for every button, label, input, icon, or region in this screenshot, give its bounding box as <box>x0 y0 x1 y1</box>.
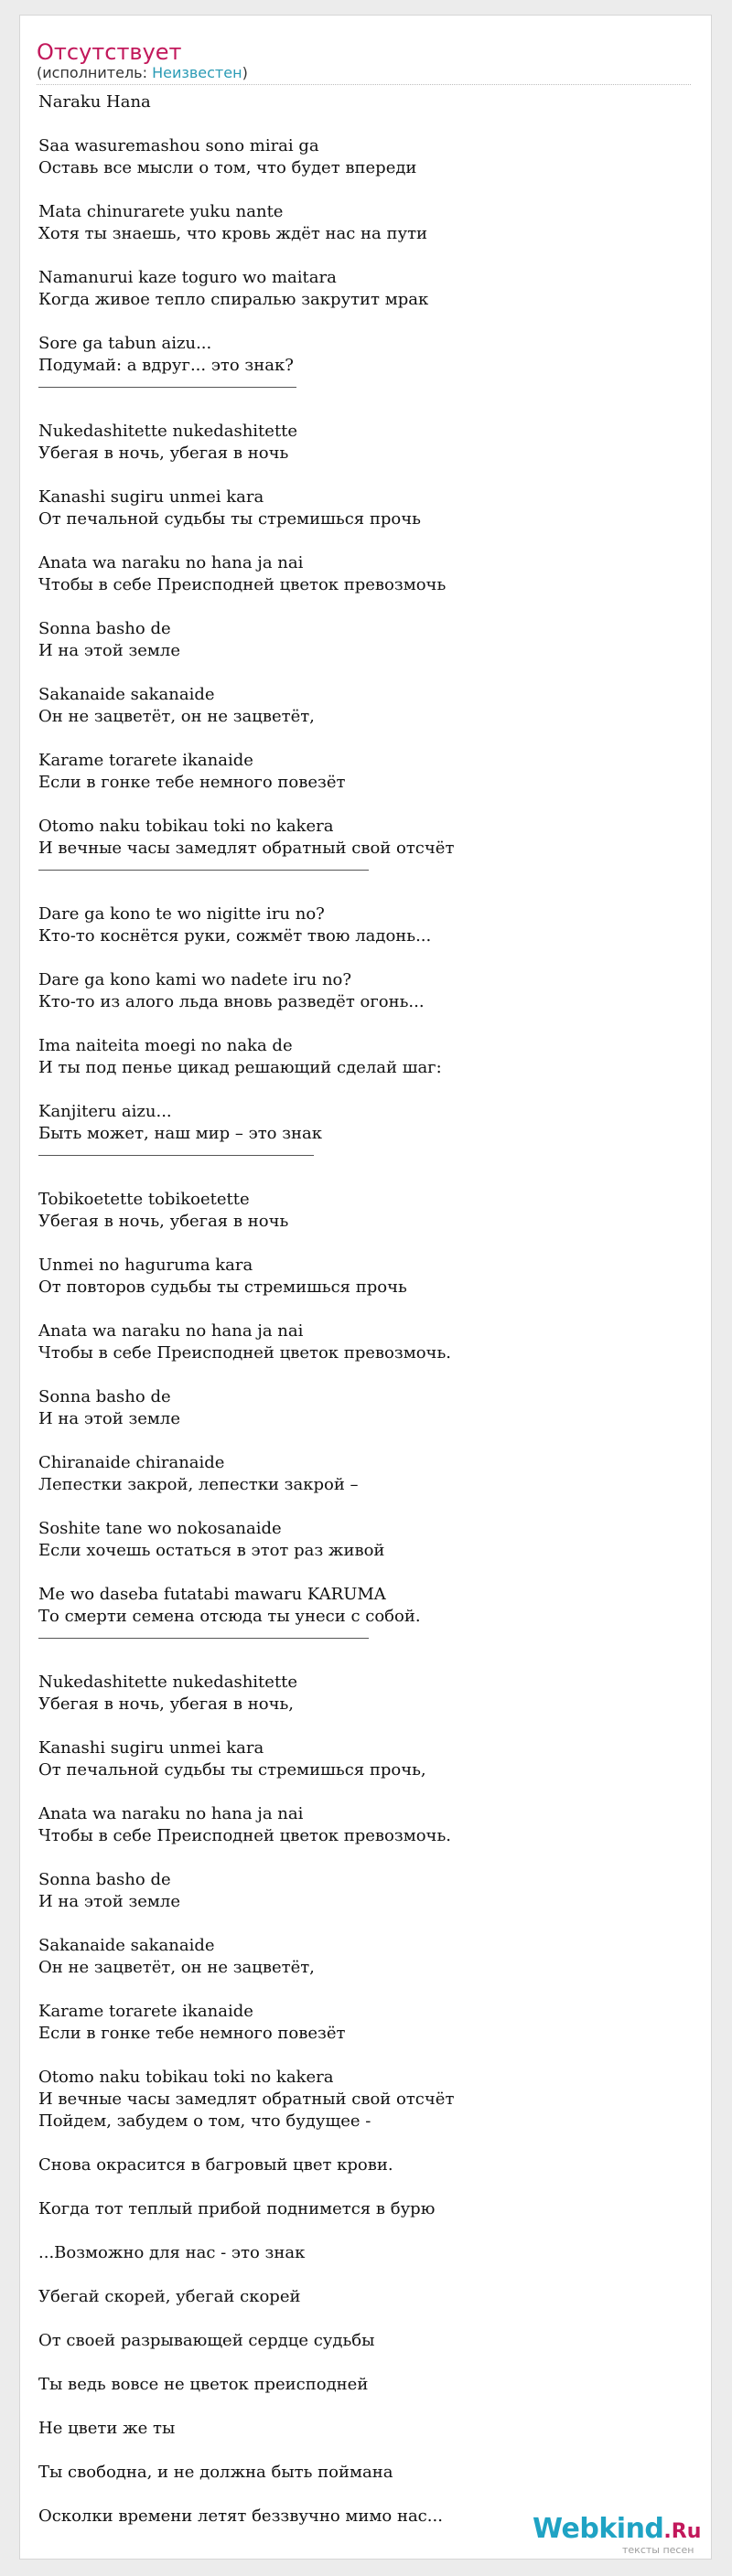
blank-line <box>38 1781 688 1803</box>
blank-line <box>38 1650 688 1672</box>
lyric-line: И вечные часы замедлят обратный свой отсчёт <box>38 2090 455 2109</box>
blank-line <box>38 1913 688 1935</box>
lyric-line: И на этой земле <box>38 641 181 660</box>
artist-suffix: ) <box>242 64 248 81</box>
lyric-line: Sakanaide sakanaide <box>38 685 215 704</box>
lyric-line: Otomo naku tobikau toki no kakera <box>38 817 334 836</box>
lyrics-body <box>38 91 688 2528</box>
lyric-line: То смерти семена отсюда ты унеси с собой. <box>38 1607 421 1626</box>
lyric-line: От печальной судьбы ты стремишься прочь, <box>38 1760 426 1780</box>
brand-logo-tld: .Ru <box>663 2520 702 2543</box>
divider-line <box>38 1638 369 1639</box>
lyric-line: И на этой земле <box>38 1409 181 1428</box>
blank-line <box>38 2045 688 2067</box>
blank-line <box>38 1013 688 1035</box>
lyric-line: И вечные часы замедлят обратный свой отсчёт <box>38 839 455 858</box>
lyric-line: Если хочешь остаться в этот раз живой <box>38 1541 385 1560</box>
lyric-line: Ты ведь вовсе не цветок преисподней <box>38 2375 369 2394</box>
lyric-line: Kanashi sugiru unmei kara <box>38 487 264 507</box>
blank-line <box>38 1233 688 1255</box>
lyric-line: Убегай скорей, убегай скорей <box>38 2287 301 2306</box>
lyric-line: Karame torarete ikanaide <box>38 2002 253 2021</box>
blank-line <box>38 530 688 552</box>
blank-line <box>38 596 688 618</box>
lyric-line: Подумай: а вдруг... это знак? <box>38 356 294 375</box>
blank-line <box>38 1364 688 1386</box>
blank-line <box>38 245 688 267</box>
lyric-line: Убегая в ночь, убегая в ночь, <box>38 1694 294 1714</box>
blank-line <box>38 179 688 201</box>
lyric-line: Anata wa naraku no hana ja nai <box>38 1321 304 1341</box>
lyric-line: Он не зацветёт, он не зацветёт, <box>38 707 315 726</box>
lyric-line: Лепестки закрой, лепестки закрой – <box>38 1475 359 1494</box>
blank-line <box>38 399 688 421</box>
lyric-line: Nukedashitette nukedashitette <box>38 1673 298 1692</box>
blank-line <box>38 113 688 135</box>
blank-line <box>38 1562 688 1584</box>
lyric-line: Если в гонке тебе немного повезёт <box>38 773 346 792</box>
blank-line <box>38 1430 688 1452</box>
lyric-line: Хотя ты знаешь, что кровь ждёт нас на пути <box>38 224 428 243</box>
section-divider <box>38 1628 688 1650</box>
lyric-line: Не цвети же ты <box>38 2419 176 2438</box>
blank-line <box>38 728 688 750</box>
divider-line <box>38 387 296 388</box>
section-divider <box>38 860 688 882</box>
blank-line <box>38 794 688 816</box>
brand-logo-text: Webkind <box>533 2513 664 2545</box>
lyric-line: Когда тот теплый прибой поднимется в бурю <box>38 2199 436 2218</box>
lyric-line: Осколки времени летят беззвучно мимо нас... <box>38 2507 443 2526</box>
blank-line <box>38 2132 688 2154</box>
lyric-line: Он не зацветёт, он не зацветёт, <box>38 1958 315 1977</box>
lyric-line: ...Возможно для нас - это знак <box>38 2243 306 2262</box>
lyric-line: Убегая в ночь, убегая в ночь <box>38 1212 289 1231</box>
artist-link[interactable]: Неизвестен <box>152 64 242 81</box>
lyric-line: Soshite tane wo nokosanaide <box>38 1519 282 1538</box>
lyric-line: Kanashi sugiru unmei kara <box>38 1738 264 1758</box>
lyric-line: Naraku Hana <box>38 92 151 112</box>
blank-line <box>38 2484 688 2506</box>
lyric-line: Chiranaide chiranaide <box>38 1453 225 1472</box>
lyric-line: Ты свободна, и не должна быть поймана <box>38 2463 393 2482</box>
blank-line <box>38 1979 688 2001</box>
lyric-line: Otomo naku tobikau toki no kakera <box>38 2068 334 2087</box>
artist-prefix: (исполнитель: <box>37 64 153 81</box>
page-title: Отсутствует <box>37 39 182 65</box>
lyric-line: Sonna basho de <box>38 619 171 638</box>
lyric-line: Оставь все мысли о том, что будет впереди <box>38 158 417 177</box>
lyric-line: Снова окрасится в багровый цвет крови. <box>38 2155 393 2175</box>
blank-line <box>38 311 688 333</box>
lyric-line: Быть может, наш мир – это знак <box>38 1124 323 1143</box>
lyric-line: Sonna basho de <box>38 1387 171 1406</box>
site-watermark[interactable] <box>533 2513 702 2556</box>
lyric-line: От своей разрывающей сердце судьбы <box>38 2331 375 2350</box>
blank-line <box>38 2440 688 2462</box>
blank-line <box>38 882 688 903</box>
lyric-line: Namanurui kaze toguro wo maitara <box>38 268 337 287</box>
blank-line <box>38 2176 688 2198</box>
lyric-line: Чтобы в себе Преисподней цветок превозмочь <box>38 575 447 594</box>
lyric-line: Anata wa naraku no hana ja nai <box>38 553 304 572</box>
blank-line <box>38 465 688 486</box>
blank-line <box>38 2352 688 2374</box>
lyric-line: Ima naiteita moegi no naka de <box>38 1036 293 1055</box>
lyric-line: Sonna basho de <box>38 1870 171 1889</box>
lyric-line: Tobikoetette tobikoetette <box>38 1190 250 1209</box>
artist-line <box>37 64 248 82</box>
divider-line <box>38 870 369 871</box>
lyric-line: Mata chinurarete yuku nante <box>38 202 284 221</box>
lyric-line: Если в гонке тебе немного повезёт <box>38 2024 346 2043</box>
divider-line <box>38 1155 314 1156</box>
lyric-line: Sakanaide sakanaide <box>38 1936 215 1955</box>
blank-line <box>38 1496 688 1518</box>
blank-line <box>38 1716 688 1737</box>
blank-line <box>38 2264 688 2286</box>
lyric-line: И ты под пенье цикад решающий сделай шаг: <box>38 1058 442 1077</box>
lyric-line: Unmei no haguruma kara <box>38 1256 253 1275</box>
blank-line <box>38 1167 688 1189</box>
lyric-line: Кто-то коснётся руки, сожмёт твою ладонь... <box>38 926 432 946</box>
header-divider <box>37 84 691 85</box>
blank-line <box>38 662 688 684</box>
lyric-line: Kanjiteru aizu... <box>38 1102 172 1121</box>
lyric-line: Dare ga kono kami wo nadete iru no? <box>38 970 352 989</box>
section-divider <box>38 1145 688 1167</box>
blank-line <box>38 2220 688 2242</box>
blank-line <box>38 1079 688 1101</box>
lyric-line: От повторов судьбы ты стремишься прочь <box>38 1277 407 1297</box>
section-divider <box>38 377 688 399</box>
lyric-line: Пойдем, забудем о том, что будущее - <box>38 2111 371 2131</box>
lyric-line: Чтобы в себе Преисподней цветок превозмочь. <box>38 1826 451 1845</box>
lyric-line: Me wo daseba futatabi mawaru KARUMA <box>38 1585 386 1604</box>
lyric-line: Чтобы в себе Преисподней цветок превозмочь. <box>38 1343 451 1363</box>
blank-line <box>38 1847 688 1869</box>
lyric-line: И на этой земле <box>38 1892 181 1911</box>
lyric-line: Убегая в ночь, убегая в ночь <box>38 444 289 463</box>
blank-line <box>38 2308 688 2330</box>
lyric-line: Sore ga tabun aizu... <box>38 334 212 353</box>
lyric-line: Anata wa naraku no hana ja nai <box>38 1804 304 1823</box>
lyric-line: Karame torarete ikanaide <box>38 751 253 770</box>
blank-line <box>38 1299 688 1320</box>
blank-line <box>38 2396 688 2418</box>
lyric-line: Saa wasuremashou sono mirai ga <box>38 136 319 155</box>
lyric-line: Dare ga kono te wo nigitte iru no? <box>38 904 325 924</box>
lyric-line: Nukedashitette nukedashitette <box>38 422 298 441</box>
lyric-line: Кто-то из алого льда вновь разведёт огонь... <box>38 992 425 1011</box>
lyric-line: Когда живое тепло спиралью закрутит мрак <box>38 290 429 309</box>
lyric-line: От печальной судьбы ты стремишься прочь <box>38 509 421 529</box>
brand-tagline: тексты песен <box>622 2544 694 2556</box>
blank-line <box>38 947 688 969</box>
